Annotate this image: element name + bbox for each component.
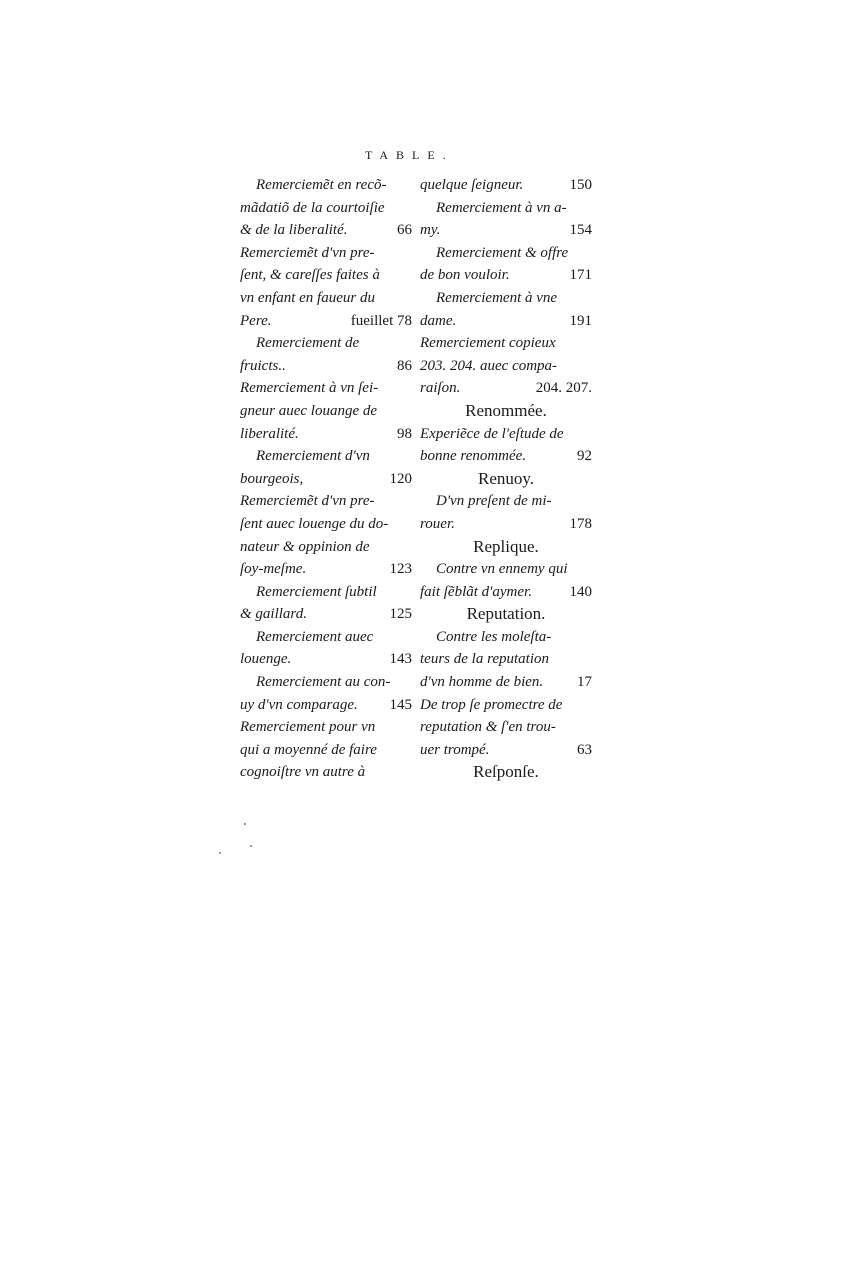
entry-text: reputation & ſ'en trou- xyxy=(420,719,556,736)
index-entry xyxy=(240,355,412,378)
running-header: TABLE. xyxy=(365,148,454,162)
index-entry xyxy=(240,761,412,784)
index-heading xyxy=(420,468,592,491)
index-entry xyxy=(240,739,412,762)
index-entry xyxy=(240,490,412,513)
paper-speck xyxy=(244,823,246,825)
entry-text: uy d'vn comparage. xyxy=(240,696,358,713)
index-entry xyxy=(240,558,412,581)
entry-text: raiſon. xyxy=(420,380,461,397)
entry-text: mãdatiõ de la courtoiſie xyxy=(240,199,385,216)
index-entry xyxy=(420,445,592,468)
index-entry xyxy=(420,739,592,762)
entry-text: De trop ſe promectre de xyxy=(420,696,563,713)
index-entry xyxy=(240,694,412,717)
entry-text: ſent, & careſſes faites à xyxy=(240,267,380,284)
index-entry xyxy=(420,490,592,513)
index-entry xyxy=(240,377,412,400)
page-number: 154 xyxy=(569,222,592,239)
index-entry xyxy=(240,332,412,355)
index-entry xyxy=(240,671,412,694)
index-entry xyxy=(240,197,412,220)
index-entry xyxy=(240,242,412,265)
entry-text: fait ſẽblãt d'aymer. xyxy=(420,583,532,600)
entry-text: Remerciement ſubtil xyxy=(256,583,377,600)
page-number: 204. 207. xyxy=(535,380,592,397)
entry-text: vn enfant en faueur du xyxy=(240,289,375,306)
index-entry xyxy=(420,174,592,197)
entry-text: ſoy-meſme. xyxy=(240,561,307,578)
index-heading xyxy=(420,400,592,423)
entry-text: bonne renommée. xyxy=(420,448,527,465)
index-entry xyxy=(240,400,412,423)
index-entry xyxy=(240,648,412,671)
index-entry xyxy=(420,242,592,265)
index-entry xyxy=(240,219,412,242)
entry-text: liberalité. xyxy=(240,425,299,442)
entry-text: Remerciement de xyxy=(256,335,360,352)
entry-text: Remerciement à vn a- xyxy=(436,199,567,216)
index-entry xyxy=(240,310,412,333)
entry-text: fruicts.. xyxy=(240,357,286,374)
index-entry xyxy=(420,264,592,287)
entry-text: Remerciement copieux xyxy=(420,335,556,352)
index-entry xyxy=(420,355,592,378)
entry-text: dame. xyxy=(420,312,457,329)
paper-speck xyxy=(219,852,221,854)
entry-text: nateur & oppinion de xyxy=(240,538,370,555)
index-entry xyxy=(420,377,592,400)
entry-text: Remerciement pour vn xyxy=(240,719,376,736)
entry-text: Remerciement au con- xyxy=(256,674,391,691)
entry-text: Remerciement d'vn xyxy=(256,448,370,465)
index-column-right xyxy=(420,174,592,784)
page-number: 63 xyxy=(577,741,592,758)
index-column-left xyxy=(240,174,412,784)
entry-text: teurs de la reputation xyxy=(420,651,550,668)
entry-text: cognoiſtre vn autre à xyxy=(240,764,366,781)
entry-text: bourgeois, xyxy=(240,470,304,487)
index-entry xyxy=(240,423,412,446)
entry-text: Reſponſe. xyxy=(473,762,539,782)
entry-text: de bon vouloir. xyxy=(420,267,510,284)
index-entry xyxy=(420,626,592,649)
entry-text: louenge. xyxy=(240,651,292,668)
entry-text: rouer. xyxy=(420,515,455,532)
entry-text: uer trompé. xyxy=(420,741,490,758)
page-number: 123 xyxy=(389,561,412,578)
entry-text: d'vn homme de bien. xyxy=(420,674,544,691)
index-entry xyxy=(240,626,412,649)
entry-text: Remerciement & offre xyxy=(436,244,569,261)
page-number: 191 xyxy=(569,312,592,329)
page-number: 171 xyxy=(569,267,592,284)
index-entry xyxy=(240,716,412,739)
index-entry xyxy=(420,423,592,446)
index-entry xyxy=(240,513,412,536)
index-heading xyxy=(420,536,592,559)
index-entry xyxy=(420,671,592,694)
page-number: 150 xyxy=(569,177,592,193)
entry-text: Remerciemẽt en recõ- xyxy=(256,177,387,193)
entry-text: qui a moyenné de faire xyxy=(240,741,377,758)
page-number: 145 xyxy=(389,696,412,713)
page-number: fueillet 78 xyxy=(350,312,412,329)
index-entry xyxy=(420,219,592,242)
entry-text: & gaillard. xyxy=(240,606,307,623)
index-entry xyxy=(420,648,592,671)
entry-text: Remerciement auec xyxy=(256,628,374,645)
page-number: 86 xyxy=(397,357,412,374)
entry-text: Renommée. xyxy=(465,400,547,420)
page-number: 178 xyxy=(569,515,592,532)
entry-text: Remerciement à vne xyxy=(436,289,558,306)
index-entry xyxy=(240,603,412,626)
index-entry xyxy=(240,445,412,468)
page-number: 143 xyxy=(389,651,412,668)
index-entry xyxy=(420,332,592,355)
entry-text: Remerciement à vn ſei- xyxy=(240,380,379,397)
entry-text: 203. 204. auec compa- xyxy=(420,357,558,374)
index-entry xyxy=(240,536,412,559)
index-heading xyxy=(420,761,592,784)
entry-text: & de la liberalité. xyxy=(240,222,348,239)
entry-text: gneur auec louange de xyxy=(240,402,378,419)
index-entry xyxy=(420,513,592,536)
paper-speck xyxy=(250,845,252,847)
page-number: 125 xyxy=(389,606,412,623)
index-entry xyxy=(420,716,592,739)
entry-text: Renuoy. xyxy=(477,468,535,488)
entry-text: Remerciemẽt d'vn pre- xyxy=(240,493,375,510)
page-number: 140 xyxy=(569,583,592,600)
index-entry xyxy=(420,581,592,604)
index-entry xyxy=(420,197,592,220)
index-entry xyxy=(240,287,412,310)
index-entry xyxy=(240,581,412,604)
entry-text: my. xyxy=(420,222,441,239)
entry-text: Contre les moleſta- xyxy=(436,628,552,645)
index-entry xyxy=(240,174,412,197)
index-entry xyxy=(420,694,592,717)
index-entry xyxy=(420,310,592,333)
entry-text: ſent auec louenge du do- xyxy=(240,515,389,532)
entry-text: Remerciemẽt d'vn pre- xyxy=(240,244,375,261)
index-entry xyxy=(240,468,412,491)
entry-text: Replique. xyxy=(473,536,539,556)
index-entry xyxy=(240,264,412,287)
page-number: 17 xyxy=(577,674,592,691)
entry-text: D'vn preſent de mi- xyxy=(436,493,552,510)
entry-text: Contre vn ennemy qui xyxy=(436,561,568,578)
index-entry xyxy=(420,558,592,581)
page-number: 66 xyxy=(397,222,412,239)
entry-text: Experiẽce de l'eſtude de xyxy=(420,425,564,442)
entry-text: quelque ſeigneur. xyxy=(420,177,524,193)
entry-text: Pere. xyxy=(240,312,272,329)
entry-text: Reputation. xyxy=(466,604,546,624)
index-heading xyxy=(420,603,592,626)
page-number: 98 xyxy=(397,425,412,442)
index-entry xyxy=(420,287,592,310)
page-number: 120 xyxy=(389,470,412,487)
page-number: 92 xyxy=(577,448,592,465)
